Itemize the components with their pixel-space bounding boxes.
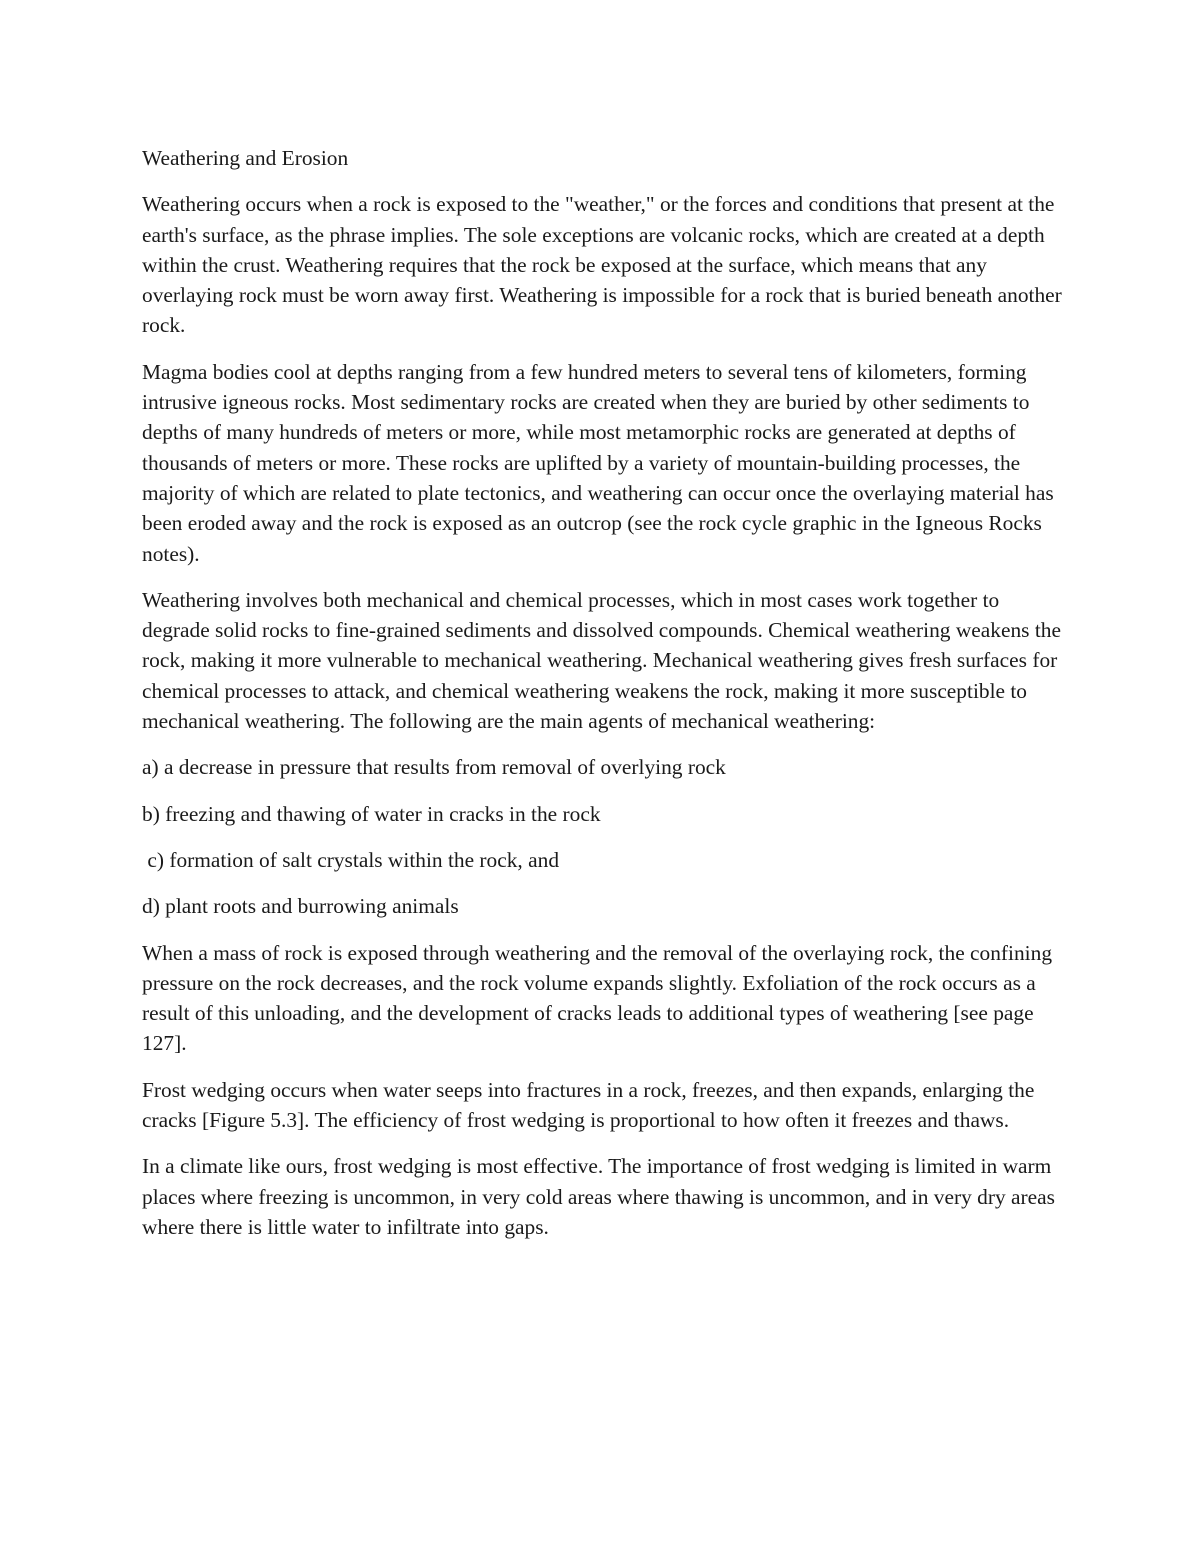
document-body [142,143,1062,1258]
paragraph-frost-wedging: Frost wedging occurs when water seeps into fractures in a rock, freezes, and then expands, enlarging the cracks [Figure 5.3]. The efficiency of frost wedging is proportional to how often it freezes and thaws. [142,1077,1035,1133]
paragraph-magma-bodies: Magma bodies cool at depths ranging from a few hundred meters to several tens of kilometers, forming intrusive igneous rocks. Most sedimentary rocks are created when they are buried by other sediments to depths of many hundreds of meters or more, while most metamorphic rocks are generated at depths of thousands of meters or more. These rocks are uplifted by a variety of mountain-building processes, the majority of which are related to plate tectonics, and weathering can occur once the overlaying material has been eroded away and the rock is exposed as an outcrop (see the rock cycle graphic in the Igneous Rocks notes). [142,359,1054,566]
list-item-freezing: b) freezing and thawing of water in cracks in the rock [142,801,601,826]
paragraph-exfoliation: When a mass of rock is exposed through weathering and the removal of the overlaying rock, the confining pressure on the rock decreases, and the rock volume expands slightly. Exfoliation of the rock occurs as a result of this unloading, and the development of cracks leads to additional types of weathering [see page 127]. [142,940,1053,1056]
paragraph-climate: In a climate like ours, frost wedging is most effective. The importance of frost wedging is limited in warm places where freezing is uncommon, in very cold areas where thawing is uncommon, and in very dry areas where there is little water to infiltrate into gaps. [142,1154,1055,1239]
paragraph-mechanical-chemical: Weathering involves both mechanical and chemical processes, which in most cases work together to degrade solid rocks to fine-grained sediments and dissolved compounds. Chemical weathering weakens the rock, making it more vulnerable to mechanical weathering. Mechanical weathering gives fresh surfaces for chemical processes to attack, and chemical weathering weakens the rock, making it more susceptible to mechanical weathering. The following are the main agents of mechanical weathering: [142,587,1061,734]
list-item-plant-roots: d) plant roots and burrowing animals [142,894,459,919]
list-item-salt-crystals: c) formation of salt crystals within the rock, and [142,847,560,872]
document-title: Weathering and Erosion [142,146,349,170]
list-item-pressure: a) a decrease in pressure that results from removal of overlying rock [142,755,726,780]
paragraph-weathering-intro: Weathering occurs when a rock is exposed to the "weather," or the forces and conditions that present at the earth's surface, as the phrase implies. The sole exceptions are volcanic rocks, which are created at a depth within the crust. Weathering requires that the rock be exposed at the surface, which means that any overlaying rock must be worn away first. Weathering is impossible for a rock that is buried beneath another rock. [142,192,1062,338]
